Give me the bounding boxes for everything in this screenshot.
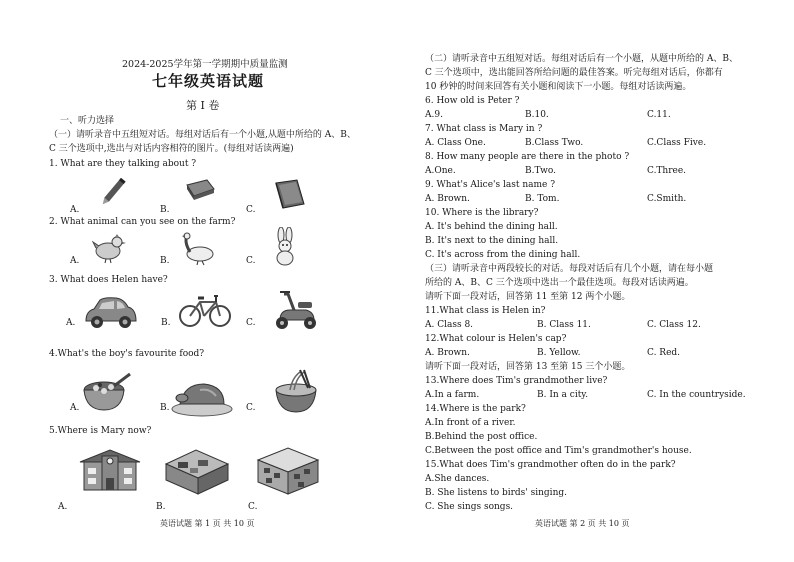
q12-option-a[interactable]: A. Brown. (425, 348, 470, 358)
q7-option-a[interactable]: A. Class One. (425, 138, 486, 148)
exam-header: 2024-2025学年第一学期期中质量监测 (122, 59, 288, 70)
q3-option-b[interactable]: B. (161, 318, 171, 328)
q7-option-b[interactable]: B.Class Two. (525, 138, 584, 148)
q5-option-c[interactable]: C. (248, 502, 258, 512)
roast-chicken-icon (170, 376, 234, 418)
house-room-icon (162, 444, 232, 498)
q14-option-c[interactable]: C.Between the post office and Tim's grandmother's house. (425, 446, 692, 456)
page-footer-1: 英语试题 第 1 页 共 10 页 (160, 519, 255, 528)
question-6: 6. How old is Peter ? (425, 96, 520, 106)
section-heading: 一、听力选择 (60, 116, 115, 126)
q11-option-c[interactable]: C. Class 12. (647, 320, 701, 330)
q9-option-a[interactable]: A. Brown. (425, 194, 470, 204)
question-13: 13.Where does Tim's grandmother live? (425, 376, 608, 386)
part3-instruction-line4: 请听下面一段对话，回答第 13 至第 15 三个小题。 (425, 362, 631, 372)
question-2: 2. What animal can you see on the farm? (49, 217, 236, 227)
q4-option-b[interactable]: B. (160, 403, 170, 413)
q8-option-a[interactable]: A.One. (425, 166, 456, 176)
q2-option-c[interactable]: C. (246, 256, 256, 266)
q12-option-b[interactable]: B. Yellow. (537, 348, 581, 358)
exam-title: 七年级英语试题 (152, 72, 265, 90)
q1-option-b[interactable]: B. (160, 205, 170, 215)
q14-option-b[interactable]: B.Behind the post office. (425, 432, 538, 442)
q6-option-c[interactable]: C.11. (647, 110, 671, 120)
question-9: 9. What's Alice's last name ? (425, 180, 556, 190)
q15-option-a[interactable]: A.She dances. (425, 474, 490, 484)
q11-option-a[interactable]: A. Class 8. (425, 320, 474, 330)
page-footer-2: 英语试题 第 2 页 共 10 页 (535, 519, 630, 528)
goose-icon (180, 232, 216, 266)
question-1: 1. What are they talking about ? (49, 159, 197, 169)
q15-option-c[interactable]: C. She sings songs. (425, 502, 514, 512)
q10-option-c[interactable]: C. It's across from the dining hall. (425, 250, 581, 260)
q9-option-c[interactable]: C.Smith. (647, 194, 687, 204)
part3-instruction-line1: （三）请听录音中两段较长的对话。每段对话后有几个小题，请在每小题 (425, 264, 714, 274)
part3-instruction-line3: 请听下面一段对话，回答第 11 至第 12 两个小题。 (425, 292, 631, 302)
q8-option-c[interactable]: C.Three. (647, 166, 687, 176)
pencil-icon (97, 174, 129, 210)
q10-option-a[interactable]: A. It's behind the dining hall. (425, 222, 558, 232)
q3-option-c[interactable]: C. (246, 318, 256, 328)
question-11: 11.What class is Helen in? (425, 306, 546, 316)
volume-label: 第 I 卷 (186, 99, 220, 112)
part2-instruction-line3: 10 秒钟的时间来回答有关小题和阅读下一小题。每组对话读两遍。 (425, 82, 692, 92)
noodles-icon (270, 368, 322, 416)
eraser-icon (183, 177, 217, 201)
q6-option-b[interactable]: B.10. (525, 110, 549, 120)
q2-option-b[interactable]: B. (160, 256, 170, 266)
part2-instruction-line2: C 三个选项中，选出能回答所给问题的最佳答案。听完每组对话后，你都有 (425, 68, 723, 78)
q1-option-a[interactable]: A. (70, 205, 80, 215)
question-7: 7. What class is Mary in ? (425, 124, 543, 134)
bicycle-icon (178, 290, 232, 328)
q6-option-a[interactable]: A.9. (425, 110, 443, 120)
q12-option-c[interactable]: C. Red. (647, 348, 681, 358)
book-icon (273, 177, 307, 211)
hen-icon (92, 232, 126, 264)
classroom-icon (254, 446, 322, 496)
school-building-icon (78, 446, 142, 492)
q8-option-b[interactable]: B.Two. (525, 166, 556, 176)
q13-option-b[interactable]: B. In a city. (537, 390, 589, 400)
question-5: 5.Where is Mary now? (49, 426, 152, 436)
q1-option-c[interactable]: C. (246, 205, 256, 215)
q11-option-b[interactable]: B. Class 11. (537, 320, 591, 330)
q9-option-b[interactable]: B. Tom. (525, 194, 560, 204)
q4-option-c[interactable]: C. (246, 403, 256, 413)
q10-option-b[interactable]: B. It's next to the dining hall. (425, 236, 559, 246)
question-8: 8. How many people are there in the photo ? (425, 152, 630, 162)
car-icon (82, 295, 140, 331)
q14-option-a[interactable]: A.In front of a river. (425, 418, 516, 428)
rabbit-icon (270, 227, 300, 267)
q5-option-a[interactable]: A. (58, 502, 68, 512)
rice-bowl-icon (80, 372, 132, 414)
question-4: 4.What's the boy's favourite food? (49, 349, 205, 359)
q2-option-a[interactable]: A. (70, 256, 80, 266)
question-12: 12.What colour is Helen's cap? (425, 334, 567, 344)
part3-instruction-line2: 所给的 A、B、C 三个选项中选出一个最佳选项。每段对话读两遍。 (425, 278, 694, 288)
q15-option-b[interactable]: B. She listens to birds' singing. (425, 488, 567, 498)
scooter-icon (272, 286, 320, 332)
part1-instruction-line1: （一）请听录音中五组短对话。每组对话后有一个小题,从题中所给的 A、B、 (49, 130, 356, 140)
q7-option-c[interactable]: C.Class Five. (647, 138, 707, 148)
q5-option-b[interactable]: B. (156, 502, 166, 512)
part2-instruction-line1: （二）请听录音中五组短对话。每组对话后有一个小题，从题中所给的 A、B、 (425, 54, 738, 64)
exam-page-2 (397, 0, 794, 562)
question-15: 15.What does Tim's grandmother often do in the park? (425, 460, 676, 470)
part1-instruction-line2: C 三个选项中,选出与对话内容相符的图片。(每组对话读两遍) (49, 144, 294, 154)
q3-option-a[interactable]: A. (66, 318, 76, 328)
q13-option-a[interactable]: A.In a farm. (425, 390, 480, 400)
q13-option-c[interactable]: C. In the countryside. (647, 390, 746, 400)
question-14: 14.Where is the park? (425, 404, 526, 414)
q4-option-a[interactable]: A. (70, 403, 80, 413)
question-3: 3. What does Helen have? (49, 275, 168, 285)
question-10: 10. Where is the library? (425, 208, 539, 218)
